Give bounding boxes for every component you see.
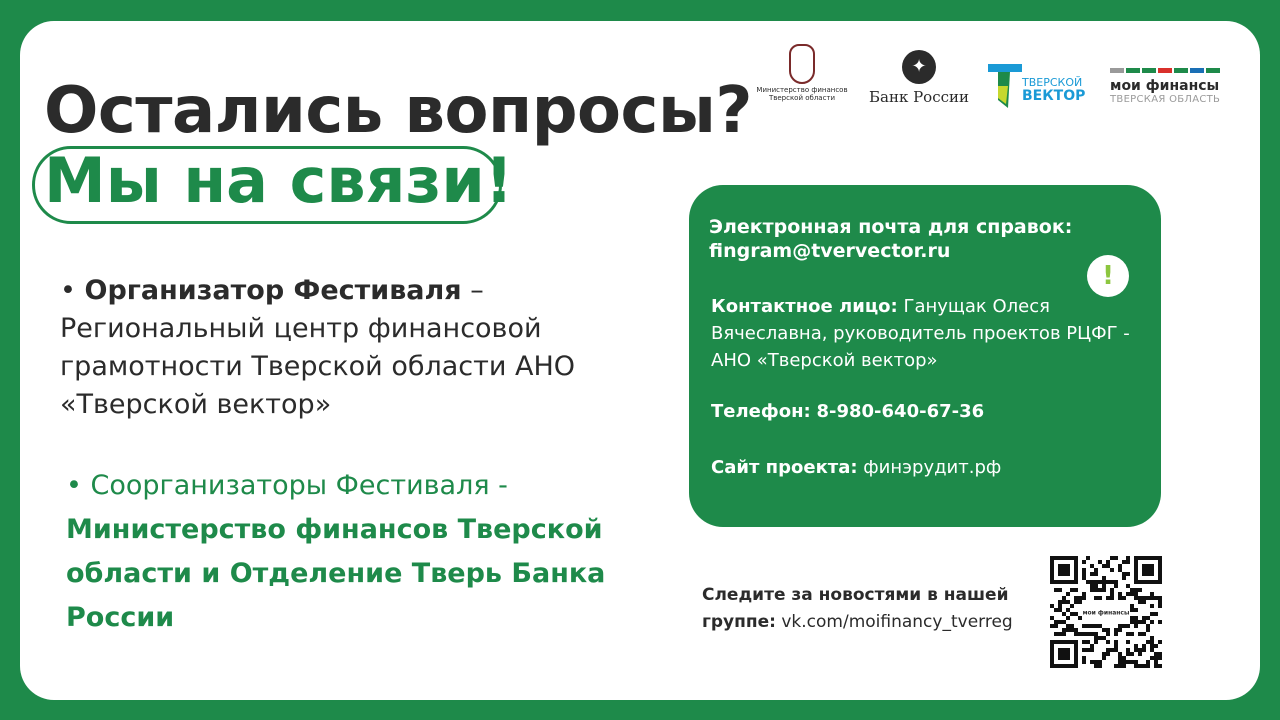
tver-vector-logo [988,64,1084,110]
qr-module [1074,628,1078,632]
subheadline: Мы на связи! [44,144,514,217]
qr-module [1078,632,1082,636]
qr-module [1146,640,1150,644]
phone-label: Телефон: [711,401,811,422]
qr-module [1150,656,1154,660]
qr-module [1150,620,1154,624]
qr-module [1146,616,1150,620]
qr-module [1082,568,1086,572]
qr-module [1054,624,1058,628]
qr-module [1102,652,1106,656]
qr-module [1054,632,1058,636]
qr-module [1150,596,1154,600]
bank-of-russia-logo [864,50,974,106]
qr-module [1058,600,1062,604]
qr-module [1134,624,1138,628]
qr-module [1138,652,1142,656]
qr-module [1098,660,1102,664]
qr-module [1122,572,1126,576]
qr-module [1150,592,1154,596]
qr-module [1110,580,1114,584]
qr-module [1154,596,1158,600]
qr-module [1058,620,1062,624]
qr-module [1086,580,1090,584]
qr-module [1082,572,1086,576]
qr-module [1138,596,1142,600]
qr-module [1094,636,1098,640]
qr-module [1106,580,1110,584]
qr-module [1142,620,1146,624]
qr-module [1150,604,1154,608]
follow-block [702,582,1042,636]
qr-module [1146,628,1150,632]
qr-module [1086,624,1090,628]
qr-module [1066,608,1070,612]
site-row [711,457,1001,478]
moi-finansy-bar [1110,68,1124,73]
qr-module [1158,620,1162,624]
qr-module [1094,632,1098,636]
qr-module [1158,600,1162,604]
qr-module [1098,580,1102,584]
qr-module [1154,644,1158,648]
site-label: Сайт проекта: [711,457,858,478]
alert-icon: ! [1087,255,1129,297]
qr-module [1114,644,1118,648]
qr-module [1050,604,1054,608]
qr-module [1106,632,1110,636]
qr-module [1078,616,1082,620]
qr-module [1094,588,1098,592]
qr-module [1154,656,1158,660]
qr-module [1058,604,1062,608]
qr-module [1090,580,1094,584]
qr-module [1154,660,1158,664]
qr-module [1098,636,1102,640]
qr-module [1082,648,1086,652]
qr-module [1118,656,1122,660]
qr-module [1074,612,1078,616]
qr-module [1090,584,1094,588]
qr-module [1090,648,1094,652]
qr-module [1110,648,1114,652]
qr-finder [1142,564,1154,576]
organizer-text: Региональный центр финансовой грамотности Тверской области АНО «Тверской вектор» [60,313,576,420]
qr-module [1146,596,1150,600]
organizer-dash: – [470,275,484,306]
qr-module [1070,604,1074,608]
qr-module [1114,648,1118,652]
contact-panel [689,185,1161,527]
qr-module [1062,596,1066,600]
qr-module [1138,632,1142,636]
moi-finansy-bar [1142,68,1156,73]
qr-module [1158,652,1162,656]
qr-module [1118,624,1122,628]
qr-module [1118,660,1122,664]
qr-module [1110,596,1114,600]
qr-module [1090,660,1094,664]
qr-module [1134,592,1138,596]
qr-module [1094,584,1098,588]
moi-finansy-bar [1158,68,1172,73]
qr-module [1082,560,1086,564]
qr-module [1090,644,1094,648]
qr-module [1098,588,1102,592]
moi-finansy-name: мои финансы [1110,78,1220,94]
partner-logos [756,44,1236,124]
qr-module [1086,556,1090,560]
qr-module [1102,564,1106,568]
phone-number[interactable]: 8-980-640-67-36 [816,401,985,422]
qr-module [1066,628,1070,632]
qr-module [1130,620,1134,624]
qr-module [1130,660,1134,664]
coorganizers-block [66,464,626,640]
qr-module [1118,592,1122,596]
ministry-name: Министерство финансов Тверской области [756,86,848,102]
qr-module [1134,664,1138,668]
qr-module [1058,632,1062,636]
qr-caption: мои финансы [1082,609,1130,617]
email-label: Электронная почта для справок: [709,216,1073,238]
qr-module [1062,620,1066,624]
qr-module [1086,648,1090,652]
person-label: Контактное лицо: [711,296,898,317]
qr-module [1090,588,1094,592]
qr-module [1054,620,1058,624]
qr-module [1114,664,1118,668]
coorganizers-label: • Соорганизаторы Фестиваля - [66,470,508,501]
phone-row [711,401,984,422]
qr-module [1122,624,1126,628]
qr-module [1094,664,1098,668]
qr-module [1082,660,1086,664]
qr-module [1134,648,1138,652]
qr-module [1138,648,1142,652]
qr-module [1150,612,1154,616]
qr-module [1110,592,1114,596]
qr-module [1058,588,1062,592]
qr-module [1094,660,1098,664]
ministry-logo [756,44,848,102]
qr-module [1126,556,1130,560]
qr-module [1126,572,1130,576]
qr-module [1138,600,1142,604]
qr-module [1074,600,1078,604]
qr-module [1134,588,1138,592]
qr-module [1090,632,1094,636]
qr-module [1094,580,1098,584]
tver-vector-top: ТВЕРСКОЙ [1022,76,1083,89]
qr-module [1102,580,1106,584]
qr-module [1126,648,1130,652]
qr-module [1142,600,1146,604]
qr-module [1130,608,1134,612]
qr-module [1102,628,1106,632]
qr-module [1130,652,1134,656]
qr-module [1122,664,1126,668]
coorganizers-text: Министерство финансов Тверской области и Отделение Тверь Банка России [66,514,606,633]
qr-module [1106,564,1110,568]
qr-module [1150,636,1154,640]
organizer-bullet: • [60,275,76,306]
qr-module [1062,600,1066,604]
qr-module [1118,568,1122,572]
moi-finansy-bar [1174,68,1188,73]
organizer-label: Организатор Фестиваля [84,275,462,306]
qr-module [1062,612,1066,616]
contact-person [711,293,1151,374]
qr-module [1122,656,1126,660]
qr-code-icon[interactable] [1050,556,1162,668]
qr-module [1082,632,1086,636]
headline: Остались вопросы? [44,74,752,148]
qr-module [1150,644,1154,648]
qr-module [1142,632,1146,636]
qr-module [1094,596,1098,600]
qr-module [1102,584,1106,588]
qr-module [1098,560,1102,564]
qr-module [1070,628,1074,632]
qr-module [1146,624,1150,628]
qr-module [1086,632,1090,636]
qr-module [1082,596,1086,600]
moi-finansy-region: ТВЕРСКАЯ ОБЛАСТЬ [1110,94,1221,105]
qr-module [1134,608,1138,612]
moi-finansy-logo [1110,68,1222,105]
qr-module [1138,588,1142,592]
qr-module [1114,632,1118,636]
qr-module [1134,660,1138,664]
qr-module [1074,632,1078,636]
qr-finder [1058,564,1070,576]
qr-module [1138,620,1142,624]
qr-module [1122,576,1126,580]
qr-module [1106,648,1110,652]
qr-module [1126,624,1130,628]
qr-module [1122,560,1126,564]
qr-module [1114,580,1118,584]
qr-module [1066,592,1070,596]
qr-module [1142,616,1146,620]
qr-module [1098,664,1102,668]
qr-module [1158,640,1162,644]
moi-finansy-bar [1206,68,1220,73]
qr-module [1102,636,1106,640]
qr-module [1102,588,1106,592]
qr-module [1122,660,1126,664]
qr-module [1062,628,1066,632]
qr-module [1154,664,1158,668]
qr-module [1094,568,1098,572]
person-text: Ганущак Олеся Вячеславна, руководитель проектов РЦФГ - АНО «Тверской вектор» [711,296,1130,371]
qr-module [1126,584,1130,588]
email-block [709,215,1072,263]
qr-module [1158,596,1162,600]
qr-module [1118,664,1122,668]
qr-module [1054,608,1058,612]
qr-module [1074,588,1078,592]
qr-module [1062,632,1066,636]
qr-module [1118,652,1122,656]
group-link[interactable]: vk.com/moifinancy_tverreg [781,612,1013,632]
qr-module [1130,616,1134,620]
qr-module [1114,640,1118,644]
qr-finder [1058,648,1070,660]
qr-module [1110,568,1114,572]
qr-module [1130,588,1134,592]
qr-module [1142,644,1146,648]
qr-module [1098,596,1102,600]
qr-module [1126,660,1130,664]
qr-module [1078,596,1082,600]
qr-module [1134,616,1138,620]
qr-module [1126,632,1130,636]
qr-module [1082,576,1086,580]
eagle-icon: ✦ [902,50,936,84]
qr-module [1134,596,1138,600]
qr-module [1050,624,1054,628]
qr-module [1054,588,1058,592]
tver-vector-bottom: ВЕКТОР [1022,88,1086,104]
qr-module [1130,592,1134,596]
qr-module [1150,648,1154,652]
qr-module [1118,596,1122,600]
qr-module [1126,592,1130,596]
follow-text: Следите за новостями в нашей [702,585,1009,605]
qr-module [1066,600,1070,604]
organizer-block [60,272,660,424]
qr-module [1146,664,1150,668]
qr-module [1114,628,1118,632]
qr-module [1094,572,1098,576]
qr-module [1154,612,1158,616]
qr-module [1106,640,1110,644]
qr-module [1094,624,1098,628]
qr-module [1066,624,1070,628]
qr-module [1070,588,1074,592]
qr-module [1118,564,1122,568]
qr-module [1082,592,1086,596]
qr-module [1050,616,1054,620]
qr-module [1082,624,1086,628]
qr-module [1098,624,1102,628]
qr-module [1106,596,1110,600]
qr-module [1158,604,1162,608]
qr-module [1130,604,1134,608]
qr-module [1142,648,1146,652]
qr-module [1110,588,1114,592]
qr-module [1126,560,1130,564]
qr-module [1118,628,1122,632]
site-link[interactable]: финэрудит.рф [863,457,1002,478]
tver-vector-mark-icon [988,64,1022,108]
qr-module [1106,628,1110,632]
qr-module [1142,596,1146,600]
qr-module [1142,664,1146,668]
group-label: группе: [702,612,776,632]
qr-module [1126,652,1130,656]
qr-module [1070,612,1074,616]
qr-module [1090,624,1094,628]
qr-module [1058,608,1062,612]
qr-module [1158,664,1162,668]
qr-module [1134,620,1138,624]
qr-module [1126,640,1130,644]
qr-module [1094,640,1098,644]
qr-module [1086,640,1090,644]
qr-module [1122,596,1126,600]
qr-module [1114,556,1118,560]
moi-finansy-bar [1190,68,1204,73]
qr-module [1082,656,1086,660]
qr-module [1082,640,1086,644]
qr-module [1090,572,1094,576]
qr-module [1150,640,1154,644]
qr-module [1110,556,1114,560]
qr-module [1090,564,1094,568]
email-link[interactable]: fingram@tvervector.ru [709,240,951,262]
qr-module [1106,560,1110,564]
qr-module [1154,652,1158,656]
moi-finansy-bar [1126,68,1140,73]
qr-module [1070,624,1074,628]
qr-module [1102,656,1106,660]
qr-module [1066,616,1070,620]
bank-name: Банк России [868,88,970,106]
qr-module [1138,664,1142,668]
qr-module [1130,632,1134,636]
qr-module [1134,644,1138,648]
qr-module [1074,596,1078,600]
qr-module [1102,576,1106,580]
qr-module [1146,660,1150,664]
qr-module [1106,652,1110,656]
qr-module [1078,600,1082,604]
tver-crest-icon [789,44,815,84]
qr-module [1158,656,1162,660]
qr-module [1114,584,1118,588]
moi-finansy-bars [1110,68,1222,73]
